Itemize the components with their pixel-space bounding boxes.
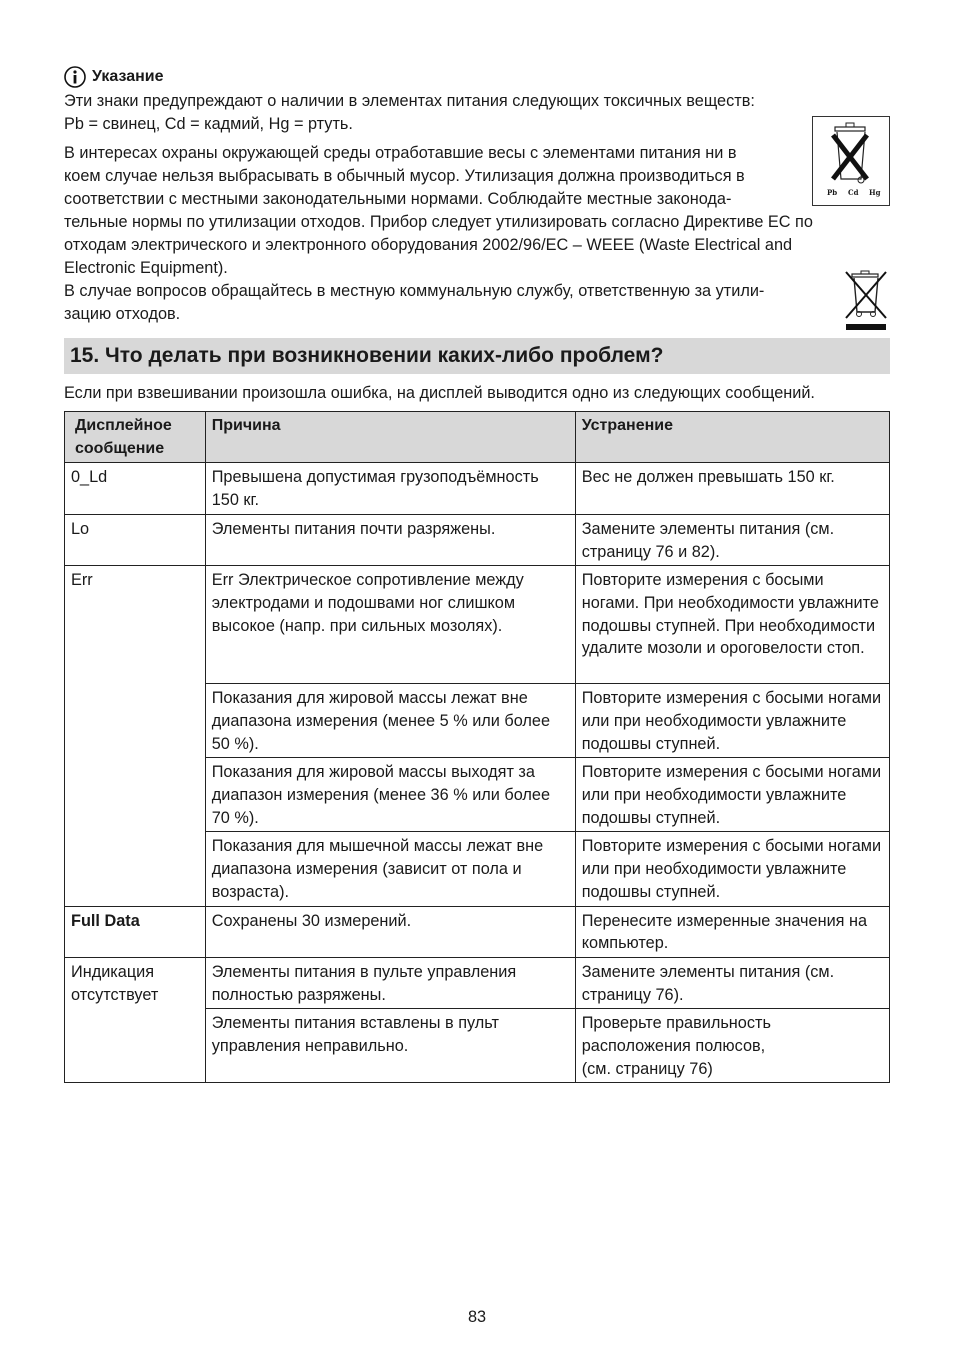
env-line: тельные нормы по утилизации отходов. Прибор следует утилизировать согласно Директиве ЕС по	[64, 213, 813, 231]
cell-cause: Элементы питания почти разряжены.	[205, 514, 575, 565]
env-line: В интересах охраны окружающей среды отработавшие весы с элементами питания ни в	[64, 144, 737, 162]
table-row	[65, 566, 890, 684]
cell-cause: Показания для жировой массы лежат вне диапазона измерения (менее 5 % или более 50 %).	[205, 684, 575, 758]
cell-cause: Err Электрическое сопротивление между электродами и подошвами ног слишком высокое (напр. при сильных мозолях).	[205, 566, 575, 684]
battery-disposal-symbol	[812, 116, 890, 206]
cell-remedy: Повторите измерения с босыми ногами или при необходимости увлажните подошвы ступней.	[575, 832, 889, 906]
bin-label-hg: Hg	[869, 188, 881, 197]
cell-remedy	[575, 1009, 889, 1083]
header-remedy: Устранение	[575, 412, 889, 463]
header-cause: Причина	[205, 412, 575, 463]
table-row	[65, 957, 890, 1008]
cell-cause: Показания для мышечной массы лежат вне диапазона измерения (зависит от пола и возраста).	[205, 832, 575, 906]
cell-remedy: Вес не должен превышать 150 кг.	[575, 463, 889, 514]
bin-label-pb: Pb	[827, 188, 838, 197]
cell-message: 0_Ld	[65, 463, 206, 514]
note-heading-text: Указание	[92, 68, 164, 85]
env-line: отходам электрического и электронного оборудования 2002/96/EC – WEEE (Waste Electrical and	[64, 236, 793, 254]
remedy-line: Проверьте правильность	[581, 1014, 771, 1033]
cell-message: Err	[65, 566, 206, 906]
env-line: зацию отходов.	[64, 305, 181, 323]
troubleshooting-table	[64, 411, 890, 1083]
env-line: В случае вопросов обращайтесь в местную коммунальную службу, ответственную за утили-	[64, 282, 765, 300]
table-header-row	[65, 412, 890, 463]
bin-label-cd: Cd	[848, 188, 859, 197]
note-line-1: Эти знаки предупреждают о наличии в элементах питания следующих токсичных веществ:	[64, 92, 755, 110]
weee-bin-icon	[842, 268, 890, 332]
page-number: 83	[467, 1308, 487, 1326]
cell-remedy: Замените элементы питания (см. страницу 76 и 82).	[575, 514, 889, 565]
header-display-message: Дисплейное сообщение	[65, 412, 206, 463]
page-content	[64, 64, 890, 1083]
section-intro: Если при взвешивании произошла ошибка, на дисплей выводится одно из следующих сообщений.	[64, 384, 815, 402]
env-line: соответствии с местными законодательными нормами. Соблюдайте местные законода-	[64, 190, 732, 208]
env-line: коем случае нельзя выбрасывать в обычный мусор. Утилизация должна производиться в	[64, 167, 745, 185]
note-heading	[64, 64, 890, 90]
cell-cause: Сохранены 30 измерений.	[205, 906, 575, 957]
cell-remedy: Повторите измерения с босыми ногами. При необходимости увлажните подошвы ступней. При необходимости удалите мозоли и ороговелости стоп.	[575, 566, 889, 684]
cell-message: Lo	[65, 514, 206, 565]
cell-remedy: Повторите измерения с босыми ногами или при необходимости увлажните подошвы ступней.	[575, 684, 889, 758]
cell-message: Full Data	[65, 906, 206, 957]
cell-cause: Показания для жировой массы выходят за диапазон измерения (менее 36 % или более 70 %).	[205, 758, 575, 832]
table-row	[65, 463, 890, 514]
remedy-line: расположения полюсов,	[581, 1037, 766, 1056]
table-row	[65, 906, 890, 957]
cell-remedy: Повторите измерения с босыми ногами или при необходимости увлажните подошвы ступней.	[575, 758, 889, 832]
cell-cause: Элементы питания в пульте управления полностью разряжены.	[205, 957, 575, 1008]
note-line-2: Pb = свинец, Cd = кадмий, Hg = ртуть.	[64, 115, 353, 133]
remedy-line: (см. страницу 76)	[581, 1059, 713, 1078]
environment-paragraph	[64, 142, 890, 326]
cell-message: Индикация отсутствует	[65, 957, 206, 1083]
env-line: Electronic Equipment).	[64, 259, 228, 277]
info-icon	[64, 66, 86, 88]
cell-remedy: Перенесите измеренные значения на компьютер.	[575, 906, 889, 957]
cell-remedy: Замените элементы питания (см. страницу 76).	[575, 957, 889, 1008]
table-row	[65, 514, 890, 565]
cell-cause: Элементы питания вставлены в пульт управления неправильно.	[205, 1009, 575, 1083]
section-title: 15. Что делать при возникновении каких-либо проблем?	[64, 338, 890, 374]
cell-cause: Превышена допустимая грузоподъёмность 150 кг.	[205, 463, 575, 514]
